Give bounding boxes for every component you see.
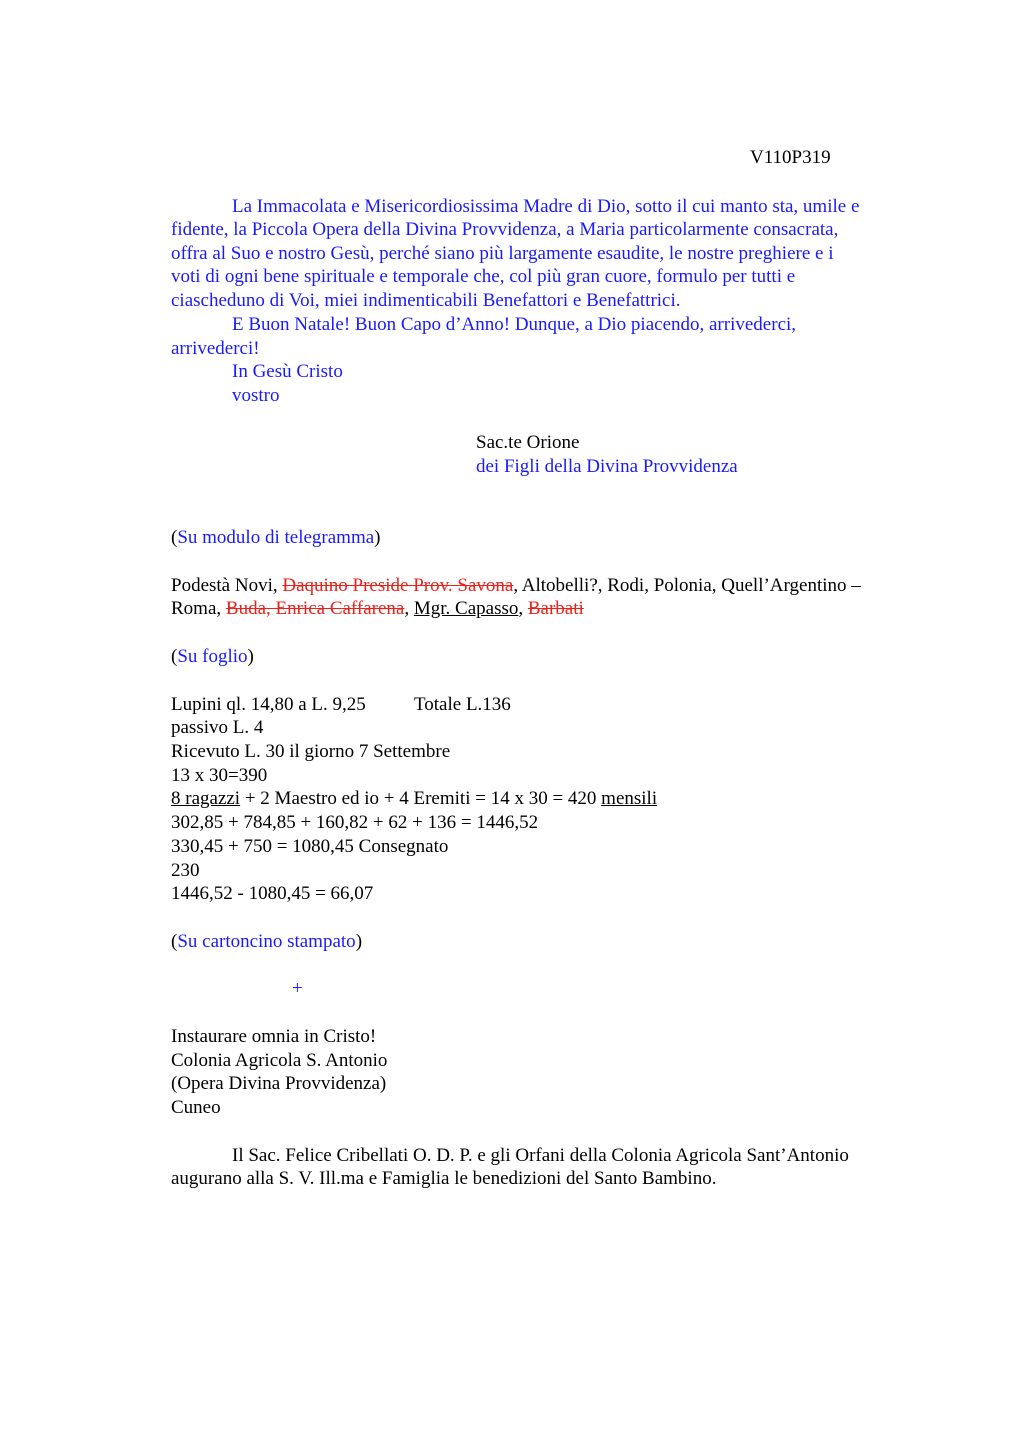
letter-p1-line: fidente, la Piccola Opera della Divina Provvidenza, a Maria particolarmente consacrata, bbox=[171, 219, 839, 240]
document-reference: V110P319 bbox=[750, 147, 831, 168]
cartoncino-text-line: Il Sac. Felice Cribellati O. D. P. e gli Orfani della Colonia Agricola Sant’Antonio bbox=[232, 1145, 849, 1166]
foglio-line: Ricevuto L. 30 il giorno 7 Settembre bbox=[171, 741, 451, 762]
paren: ( bbox=[171, 527, 178, 548]
paren: ) bbox=[355, 931, 363, 952]
letter-closing: In Gesù Cristo bbox=[232, 361, 343, 382]
cross-symbol: + bbox=[292, 978, 303, 999]
foglio-line: Lupini ql. 14,80 a L. 9,25 bbox=[171, 694, 366, 715]
text: , Altobelli?, Rodi, Polonia, Quell’Argentino – bbox=[513, 575, 861, 596]
telegram-label: Su modulo di telegramma bbox=[177, 527, 375, 548]
cartoncino-heading bbox=[171, 930, 362, 954]
foglio-line: 1446,52 - 1080,45 = 66,07 bbox=[171, 883, 374, 904]
cartoncino-header-line: Instaurare omnia in Cristo! bbox=[171, 1026, 377, 1047]
foglio-line: 330,45 + 750 = 1080,45 Consegnato bbox=[171, 836, 449, 857]
cartoncino-header-line: (Opera Divina Provvidenza) bbox=[171, 1073, 387, 1094]
foglio-line: passivo L. 4 bbox=[171, 717, 264, 738]
foglio-total: Totale L.136 bbox=[414, 694, 511, 715]
paren: ) bbox=[247, 646, 254, 667]
letter-p2-line: E Buon Natale! Buon Capo d’Anno! Dunque, a Dio piacendo, arrivederci, bbox=[232, 314, 797, 335]
foglio-heading bbox=[171, 645, 254, 669]
underlined-text: 8 ragazzi bbox=[171, 788, 241, 809]
letter-p1-line: La Immacolata e Misericordiosissima Madre di Dio, sotto il cui manto sta, umile e bbox=[232, 196, 860, 217]
telegram-line-2 bbox=[171, 597, 584, 621]
struck-text: Buda, Enrica Caffarena bbox=[225, 598, 405, 619]
text: , bbox=[518, 598, 528, 619]
text: + 2 Maestro ed io + 4 Eremiti = 14 x 30 = 420 bbox=[240, 788, 602, 809]
cartoncino-header-line: Colonia Agricola S. Antonio bbox=[171, 1050, 388, 1071]
underlined-text: mensili bbox=[601, 788, 658, 809]
underlined-text: Mgr. Capasso bbox=[413, 598, 519, 619]
text: Roma, bbox=[171, 598, 226, 619]
foglio-line: 302,85 + 784,85 + 160,82 + 62 + 136 = 1446,52 bbox=[171, 812, 539, 833]
letter-p1-line: offra al Suo e nostro Gesù, perché siano più largamente esaudite, le nostre preghiere e i bbox=[171, 243, 834, 264]
foglio-line: 230 bbox=[171, 860, 200, 881]
text: Podestà Novi, bbox=[171, 575, 283, 596]
paren: ( bbox=[171, 931, 178, 952]
text: , bbox=[404, 598, 414, 619]
letter-p1-line: ciascheduno di Voi, miei indimenticabili Benefattori e Benefattrici. bbox=[171, 290, 681, 311]
cartoncino-label: Su cartoncino stampato bbox=[177, 931, 356, 952]
cartoncino-text-line: augurano alla S. V. Ill.ma e Famiglia le benedizioni del Santo Bambino. bbox=[171, 1168, 717, 1189]
foglio-line: 13 x 30=390 bbox=[171, 765, 268, 786]
paren: ( bbox=[171, 646, 178, 667]
cartoncino-header-line: Cuneo bbox=[171, 1097, 221, 1118]
letter-p2-line: arrivederci! bbox=[171, 338, 260, 359]
foglio-line bbox=[171, 787, 657, 811]
letter-signature-title: dei Figli della Divina Provvidenza bbox=[476, 456, 738, 477]
letter-p1-line: voti di ogni bene spirituale e temporale che, col più gran cuore, formulo per tutti e bbox=[171, 266, 796, 287]
telegram-heading bbox=[171, 526, 380, 550]
struck-text: Daquino Preside Prov. Savona bbox=[282, 575, 514, 596]
telegram-line-1 bbox=[171, 574, 861, 598]
letter-signature: Sac.te Orione bbox=[476, 432, 580, 453]
paren: ) bbox=[374, 527, 381, 548]
letter-closing: vostro bbox=[232, 385, 280, 406]
struck-text: Barbati bbox=[527, 598, 584, 619]
foglio-label: Su foglio bbox=[177, 646, 248, 667]
